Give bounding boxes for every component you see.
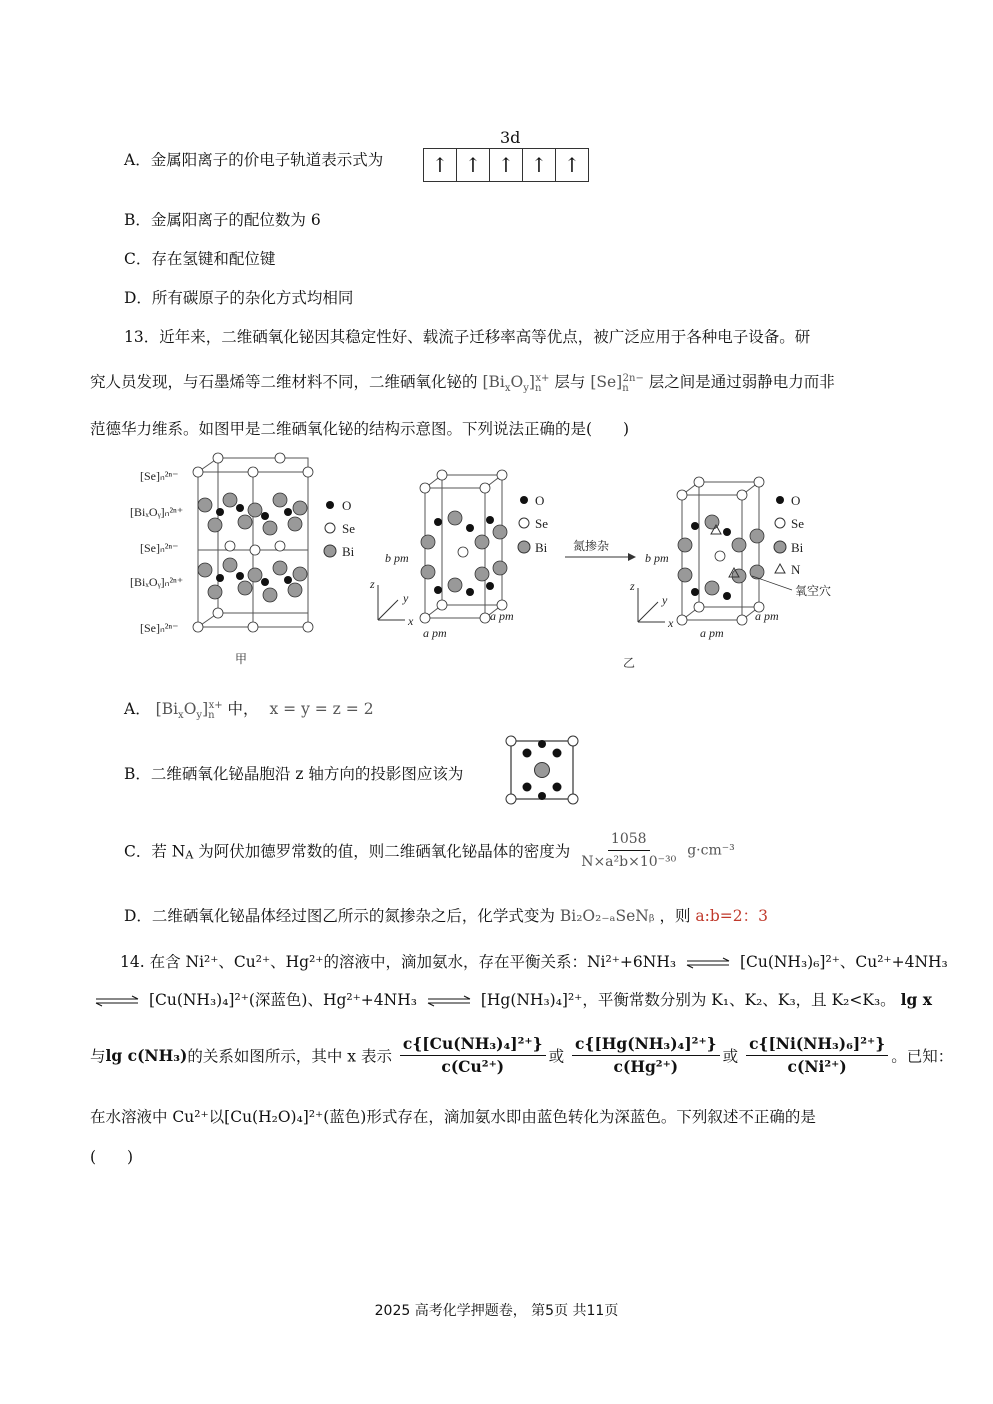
a-pm-label: a pm [423,626,447,640]
orbital-box: ↑ [563,153,581,177]
a-pm-label: a pm [490,609,514,623]
legend-bi: Bi [535,540,548,555]
legend-n: N [791,562,801,577]
axis-z: z [630,579,635,593]
doping-arrow [565,553,636,561]
equilibrium-arrow [94,995,140,1007]
axis-y: y [403,591,409,605]
b-pm-label: b pm [385,551,409,565]
legend-bi-marker [518,541,530,553]
legend-se: Se [791,516,804,531]
density-fraction: $\frac{1058}{\text{N×a²b×10⁻³⁰}}$ [578,828,679,873]
projection-diagram [505,735,585,805]
q13-option-c: C．若 $N_A$ 为阿伏加德罗常数的值，则二维硒氧化铋晶体的密度为 $\frac{1058}{\text{N×a²b×10⁻³⁰}}$ g·cm⁻³ [124,828,735,873]
a-pm-label: a pm [700,626,724,640]
fraction-hg: $\frac{\text{c\{[Hg(NH₃)₄]²⁺\}}}{\text{c(Hg²⁺)}}$ [572,1033,720,1078]
q14-line1: 14. 在含 Ni²⁺、Cu²⁺、Hg²⁺的溶液中，滴加氨水，存在平衡关系：Ni²⁺+6NH₃ [Cu(NH₃)₆]²⁺、Cu²⁺+4NH₃ [120,953,948,971]
q13-stem-line3: 范德华力维系。如图甲是二维硒氧化铋的结构示意图。下列说法正确的是( ) [90,420,630,438]
caption-yi: 乙 [623,656,636,670]
bixoy-formula: $[Bi_xO_y]_n^{x+}$ [482,372,550,395]
axis-z: z [370,577,375,591]
legend-bi-marker [324,545,336,557]
unit-cell-1 [425,475,502,618]
fraction-ni: $\frac{\text{c\{[Ni(NH₃)₆]²⁺\}}}{\text{c(Ni²⁺)}}$ [746,1033,888,1078]
legend-bi: Bi [342,544,355,559]
legend-o-marker [776,496,784,504]
legend-bi: Bi [791,540,804,555]
legend-n-marker [775,564,785,573]
a-pm-label: a pm [755,609,779,623]
axes-2 [638,588,665,622]
q12-option-d: D．所有碳原子的杂化方式均相同 [124,289,354,307]
legend-o: O [791,493,801,508]
layer-label: [BiₓOᵧ]ₙ²ⁿ⁺ [130,575,184,589]
atoms-cell-1 [420,470,507,623]
q12-option-c: C．存在氢键和配位键 [124,250,276,268]
q14-line5: ( ) [90,1148,134,1166]
q14-line2: [Cu(NH₃)₄]²⁺(深蓝色)、Hg²⁺+4NH₃ [Hg(NH₃)₄]²⁺，平衡常数分别为 K₁、K₂、K₃，且 K₂<K₃。 lg x [90,988,932,1010]
legend-o: O [342,498,352,513]
legend-se: Se [535,516,548,531]
layer-label: [Se]ₙ²ⁿ⁻ [140,621,179,635]
legend-se-marker [519,518,529,528]
oxygen-vacancy-label: 氧空穴 [795,584,832,598]
q13-stem-line1: 13．近年来，二维硒氧化铋因其稳定性好、载流子迁移率高等优点，被广泛应用于各种电子设备。研 [124,328,811,346]
axis-y: y [662,593,668,607]
axes-1 [378,585,405,620]
q13-option-b: B．二维硒氧化铋晶胞沿 z 轴方向的投影图应该为 [124,765,464,783]
se-formula: $[Se]_n^{2n-}$ [590,372,644,395]
layer-label: [BiₓOᵧ]ₙ²ⁿ⁺ [130,505,184,519]
page-footer: 2025 高考化学押题卷， 第5页 共11页 [374,1303,619,1319]
q14-line3: 与lg c(NH₃)的关系如图所示，其中 x 表示 $\frac{\text{c\{[Cu(NH₃)₄]²⁺\}}}{\text{c(Cu²⁺)}}$ 或 $\frac{\text{c\{[Hg(NH₃)₄]²⁺\}}}{\text{c(Hg²⁺)}}$ 或 $\frac{\text{c\{[Ni(NH₃)₆]²⁺\}}}{\text{c(Ni²⁺)}}$ 。已知： [90,1034,954,1076]
legend-o-marker [326,501,334,509]
bixoy-formula: $[Bi_xO_y]_n^{x+}$ [155,699,223,722]
orbital-box: ↑ [523,149,556,181]
legend-se-marker [325,523,335,533]
q14-line4: 在水溶液中 Cu²⁺以[Cu(H₂O)₄]²⁺(蓝色)形式存在，滴加氨水即由蓝色转化为深蓝色。下列叙述不正确的是 [90,1108,816,1126]
q13-stem-line2: 究人员发现，与石墨烯等二维材料不同，二维硒氧化铋的 $[Bi_xO_y]_n^{x+}$ 层与 $[Se]_n^{2n-}$ 层之间是通过弱静电力而非 [90,372,835,395]
legend-se-marker [775,518,785,528]
layer-label: [Se]ₙ²ⁿ⁻ [140,541,179,555]
axis-x: x [668,616,674,630]
equilibrium-arrow [685,957,731,969]
caption-jia: 甲 [235,652,248,666]
nitrogen-doping-label: 氮掺杂 [573,539,610,553]
answer-hint: a:b=2：3 [695,907,769,925]
structure-figure [120,450,840,675]
lattice-jia [198,458,308,627]
layer-label: [Se]ₙ²ⁿ⁻ [140,469,179,483]
legend-o-marker [520,496,528,504]
legend-o: O [535,493,545,508]
orbital-box: ↑ [490,149,523,181]
legend-bi-marker [774,541,786,553]
q12-option-a: A．金属阳离子的价电子轨道表示式为 [124,151,384,169]
q13-option-d: D．二维硒氧化铋晶体经过图乙所示的氮掺杂之后，化学式变为 Bi₂O₂₋ₐSeNᵦ ，则 a:b=2：3 [124,907,769,925]
orbital-box: ↑ [457,149,490,181]
fraction-cu: $\frac{\text{c\{[Cu(NH₃)₄]²⁺\}}}{\text{c(Cu²⁺)}}$ [400,1033,546,1078]
orbital-label: 3d [500,128,521,147]
vacancy-pointer [752,576,792,590]
q12-option-b: B．金属阳离子的配位数为 6 [124,211,321,229]
b-pm-label: b pm [645,551,669,565]
q13-option-a: A． $[Bi_xO_y]_n^{x+}$ 中， x = y = z = 2 [124,699,374,722]
legend-se: Se [342,521,355,536]
axis-x: x [408,614,414,628]
orbital-diagram [423,148,589,182]
atoms-cell-2 [677,477,764,625]
orbital-box: ↑ [424,149,457,181]
equilibrium-arrow [426,995,472,1007]
